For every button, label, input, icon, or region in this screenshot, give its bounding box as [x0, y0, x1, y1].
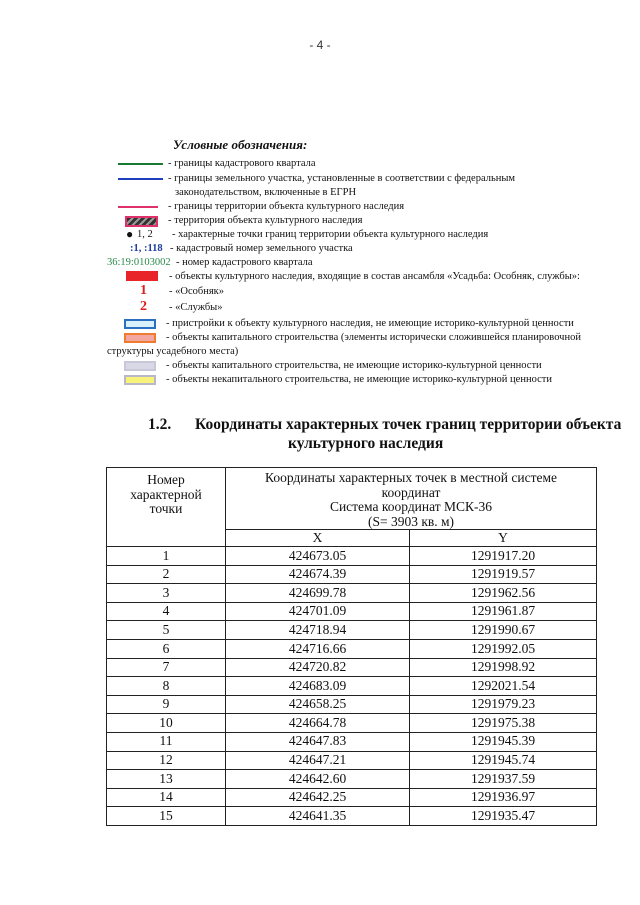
table-row: [107, 788, 597, 807]
x-coordinate-cell: 424647.83: [226, 732, 410, 751]
point-number-cell: 5: [107, 621, 226, 640]
x-coordinate-cell: 424647.21: [226, 751, 410, 770]
y-coordinate-cell: 1291917.20: [410, 547, 597, 566]
legend-item-land-plot-border: - границы земельного участка, установленные в соответствии с федеральным: [0, 172, 640, 186]
legend-item-heritage-objects: - объекты культурного наследия, входящие в состав ансамбля «Усадьба: Особняк, службы»:: [0, 270, 640, 284]
grey-box-icon: [124, 361, 156, 371]
yellow-box-icon: [124, 375, 156, 385]
table-row: [107, 547, 597, 566]
x-coordinate-cell: 424701.09: [226, 602, 410, 621]
coordinates-table: [106, 467, 597, 826]
x-coordinate-cell: 424664.78: [226, 714, 410, 733]
section-number: 1.2.: [148, 416, 172, 433]
x-coordinate-cell: 424699.78: [226, 584, 410, 603]
table-row: [107, 639, 597, 658]
legend-item-heritage-territory: - территория объекта культурного наследия: [0, 214, 640, 228]
legend-item-non-capital: - объекты некапитального строительства, не имеющие историко-культурной ценности: [0, 373, 640, 387]
x-coordinate-cell: 424642.60: [226, 770, 410, 789]
y-coordinate-cell: 1291979.23: [410, 695, 597, 714]
point-number-cell: 11: [107, 732, 226, 751]
point-number-cell: 12: [107, 751, 226, 770]
page-number: - 4 -: [309, 38, 331, 52]
x-coordinate-cell: 424718.94: [226, 621, 410, 640]
x-coordinate-cell: 424720.82: [226, 658, 410, 677]
header-coordinates: Координаты характерных точек в местной системе координат Система координат МСК-36 (S= 3903 кв. м): [226, 468, 597, 530]
pink-line-icon: [118, 206, 158, 208]
header-point-number: Номер характерной точки: [107, 468, 226, 547]
y-coordinate-cell: 1291937.59: [410, 770, 597, 789]
blue-line-icon: [118, 178, 163, 180]
point-number-cell: 1: [107, 547, 226, 566]
x-coordinate-cell: 424658.25: [226, 695, 410, 714]
y-coordinate-cell: 1291945.74: [410, 751, 597, 770]
point-icon: ●: [126, 227, 134, 241]
point-number-cell: 9: [107, 695, 226, 714]
table-row: [107, 714, 597, 733]
point-number-cell: 2: [107, 565, 226, 584]
x-coordinate-cell: 424683.09: [226, 677, 410, 696]
red-box-icon: [126, 271, 158, 281]
y-coordinate-cell: 1291975.38: [410, 714, 597, 733]
legend-item-mansion: 1 - «Особняк»: [140, 283, 225, 298]
point-number-cell: 4: [107, 602, 226, 621]
legend-item-cadastral-quarter-border: - границы кадастрового квартала: [0, 157, 640, 171]
point-number-cell: 15: [107, 807, 226, 826]
table-row: [107, 770, 597, 789]
header-x: X: [226, 530, 410, 547]
legend-item-quarter-number: 36:19:0103002 - номер кадастрового квартала: [107, 257, 313, 268]
point-number-cell: 13: [107, 770, 226, 789]
section-title-line1: Координаты характерных точек границ территории объекта: [195, 416, 622, 433]
legend-item-services: 2 - «Службы»: [140, 299, 223, 314]
legend-item-characteristic-points: ● 1, 2 - характерные точки границ территории объекта культурного наследия: [126, 227, 489, 241]
header-y: Y: [410, 530, 597, 547]
y-coordinate-cell: 1291998.92: [410, 658, 597, 677]
legend-item-capital-non-historic: - объекты капитального строительства, не имеющие историко-культурной ценности: [0, 359, 640, 373]
x-coordinate-cell: 424673.05: [226, 547, 410, 566]
table-row: [107, 695, 597, 714]
point-number-cell: 7: [107, 658, 226, 677]
x-coordinate-cell: 424641.35: [226, 807, 410, 826]
salmon-box-icon: [124, 333, 156, 343]
table-row: [107, 565, 597, 584]
legend-item-annexes: - пристройки к объекту культурного наследия, не имеющие историко-культурной ценности: [0, 317, 640, 331]
table-row: [107, 751, 597, 770]
y-coordinate-cell: 1291936.97: [410, 788, 597, 807]
table-row: [107, 658, 597, 677]
point-number-cell: 14: [107, 788, 226, 807]
point-number-cell: 8: [107, 677, 226, 696]
point-number-cell: 3: [107, 584, 226, 603]
y-coordinate-cell: 1291945.39: [410, 732, 597, 751]
y-coordinate-cell: 1291992.05: [410, 639, 597, 658]
y-coordinate-cell: 1291962.56: [410, 584, 597, 603]
light-blue-box-icon: [124, 319, 156, 329]
legend-title: Условные обозначения:: [173, 137, 308, 152]
x-coordinate-cell: 424716.66: [226, 639, 410, 658]
section-title-line2: культурного наследия: [288, 435, 444, 452]
y-coordinate-cell: 1291961.87: [410, 602, 597, 621]
table-row: [107, 807, 597, 826]
table-row: [107, 732, 597, 751]
legend-item-heritage-territory-border: - границы территории объекта культурного наследия: [0, 200, 640, 214]
x-coordinate-cell: 424674.39: [226, 565, 410, 584]
table-row: [107, 677, 597, 696]
point-number-cell: 10: [107, 714, 226, 733]
table-row: [107, 621, 597, 640]
green-line-icon: [118, 163, 163, 165]
y-coordinate-cell: 1291919.57: [410, 565, 597, 584]
x-coordinate-cell: 424642.25: [226, 788, 410, 807]
point-number-cell: 6: [107, 639, 226, 658]
table-row: [107, 584, 597, 603]
table-row: [107, 602, 597, 621]
y-coordinate-cell: 1292021.54: [410, 677, 597, 696]
legend-item-capital-historic: - объекты капитального строительства (элементы исторически сложившейся планировочной: [0, 331, 640, 345]
hatched-box-icon: [125, 216, 158, 227]
y-coordinate-cell: 1291990.67: [410, 621, 597, 640]
legend-item-parcel-number: :1, :118 - кадастровый номер земельного участка: [130, 243, 353, 254]
y-coordinate-cell: 1291935.47: [410, 807, 597, 826]
